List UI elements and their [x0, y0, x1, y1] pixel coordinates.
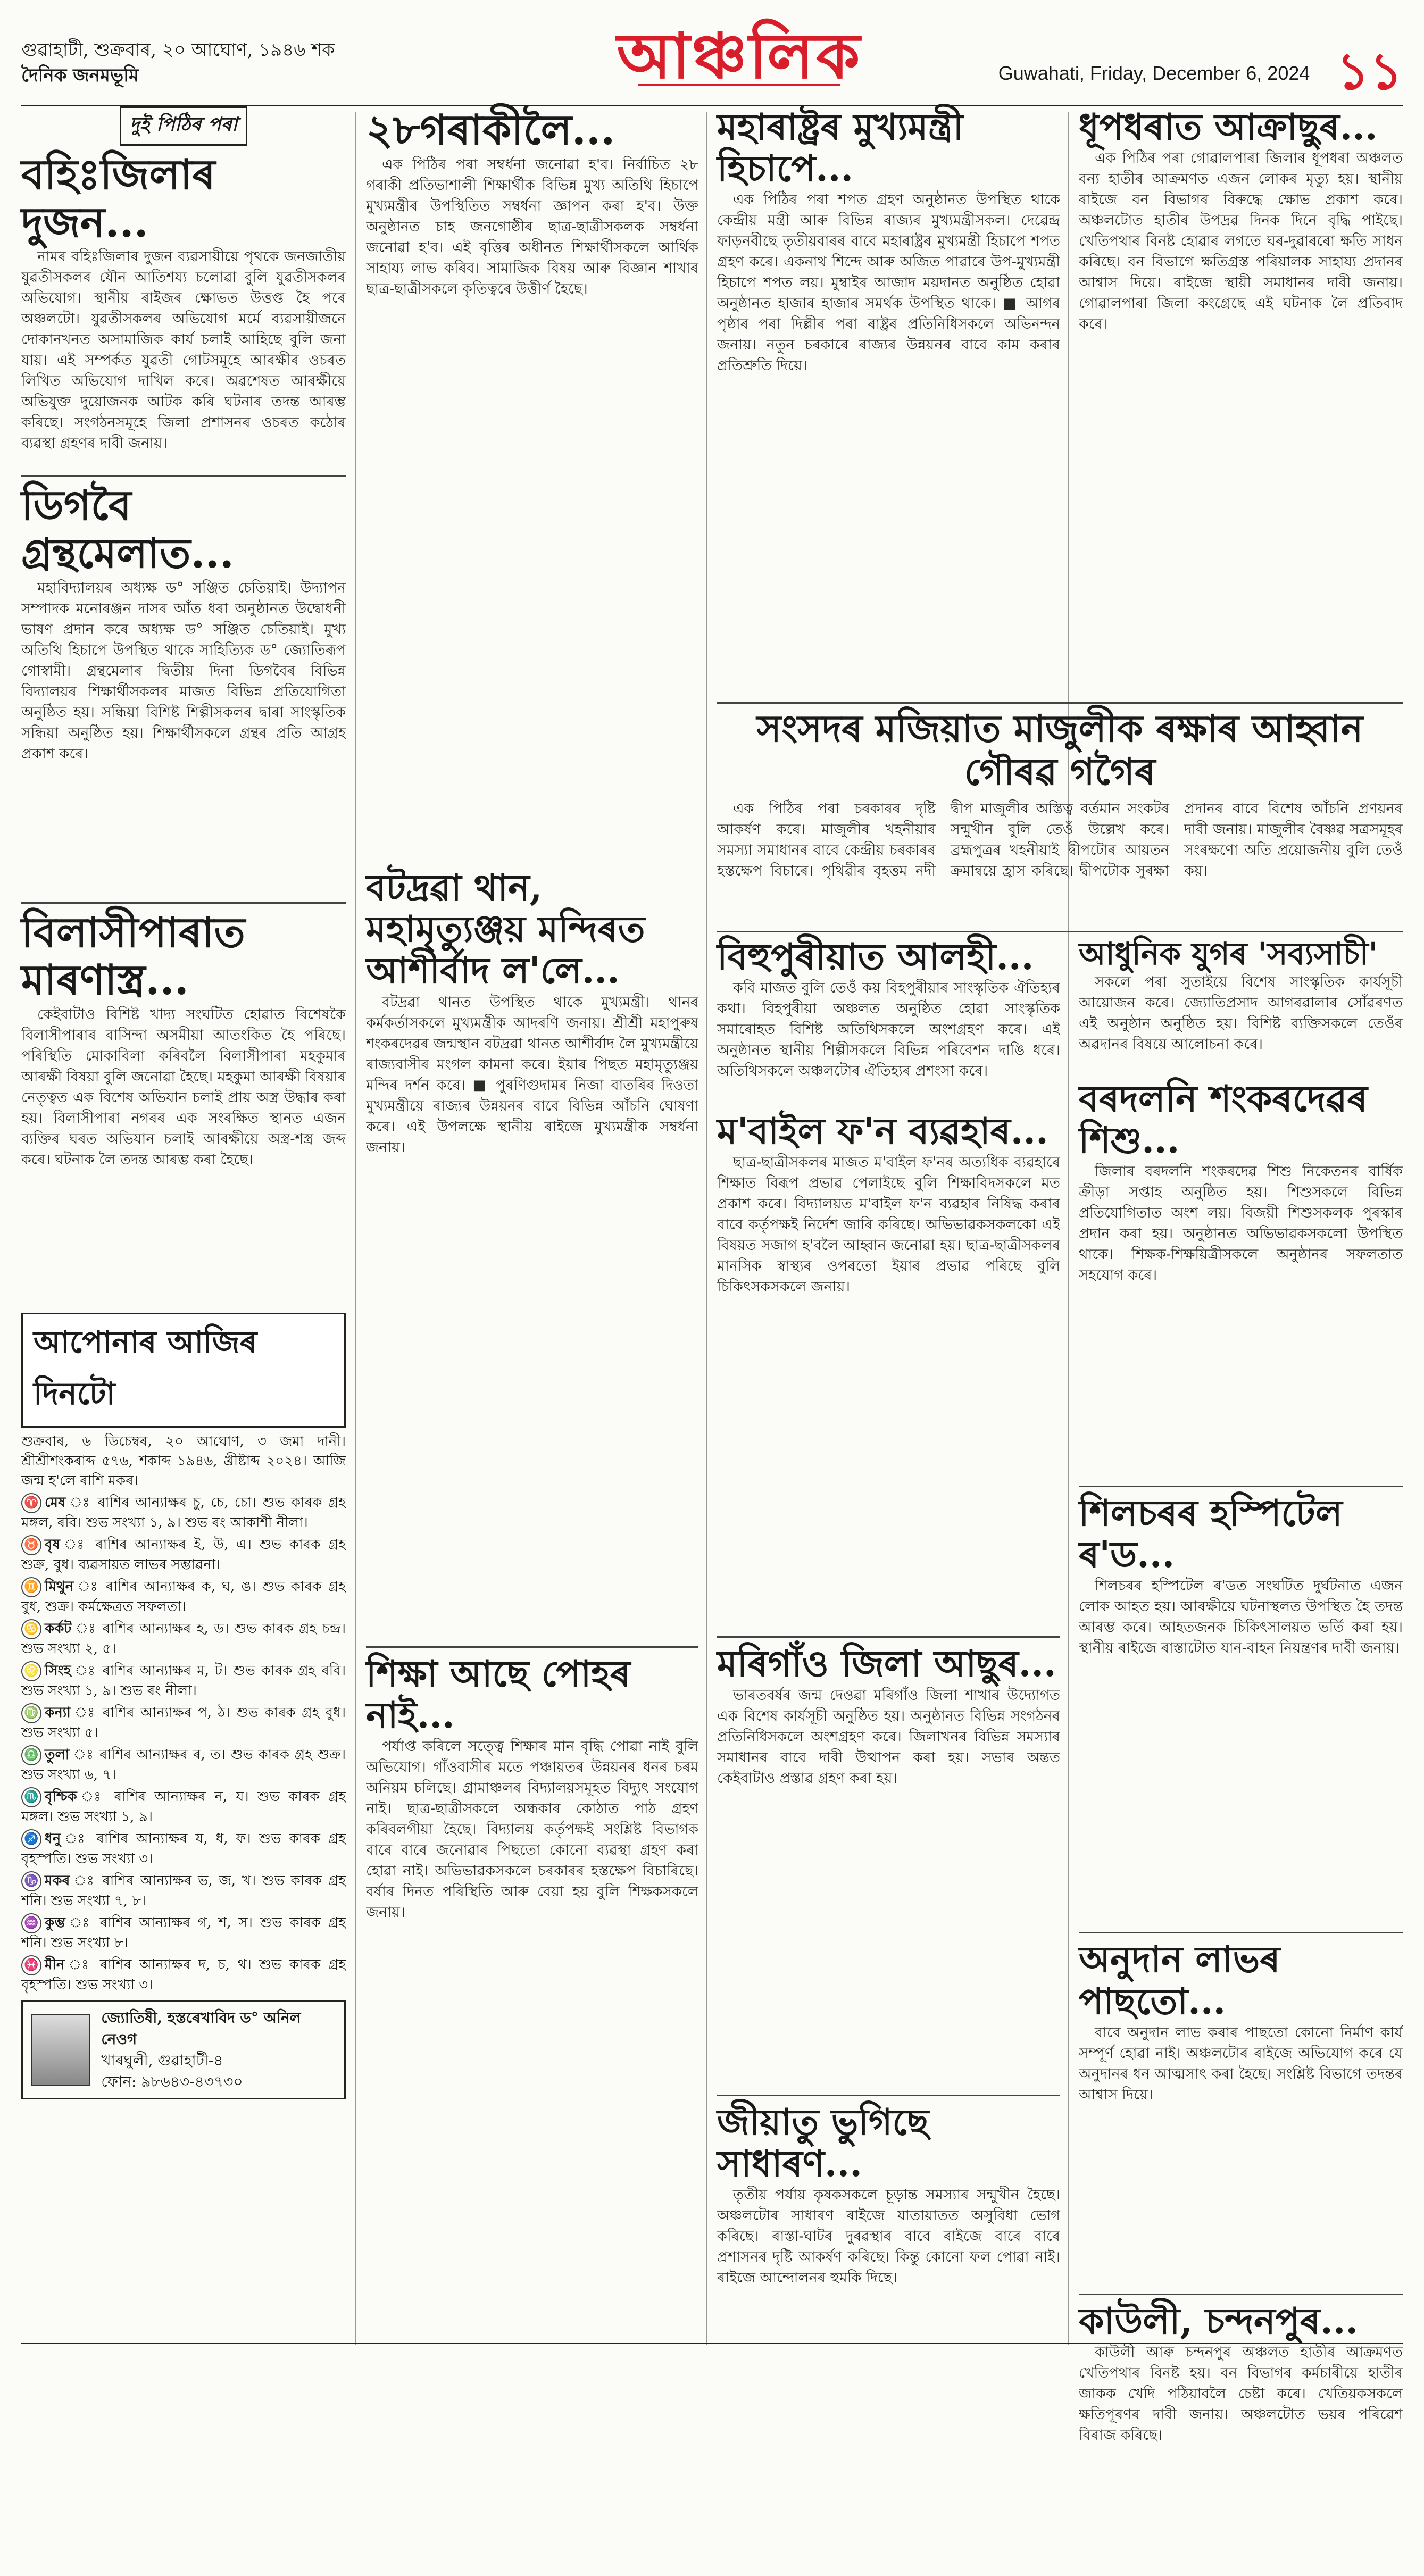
article-body: কেইবাটাও বিশিষ্ট খাদ্য সংঘটিত হোৱাত বিশেষকৈ বিলাসীপাৰাৰ বাসিন্দা অসমীয়া আতংকিত হৈ পৰিছে। পৰিস্থিতি মোকাবিলা কৰিবলৈ বিলাসীপাৰা মহকুমাৰ আৰক্ষী বিষয়া বুলি জনোৱা হৈছে। মহকুমা আৰক্ষী বিষয়াৰ নেতৃত্বত এক বিশেষ অভিযান চলাই প্ৰায় অস্ত্ৰ উদ্ধাৰ কৰা হয়। বিলাসীপাৰা নগৰৰ এক সংৰক্ষিত স্থানত এজন ব্যক্তিৰ ঘৰত অভিযান চলাই আৰক্ষীয়ে অস্ত্ৰ-শস্ত্ৰ জব্দ কৰে। ঘটনাক লৈ তদন্ত আৰম্ভ কৰা হৈছে।: [21, 1006, 346, 1169]
article: [21, 482, 346, 896]
footer-rule: [21, 2343, 1403, 2345]
article: [1079, 1493, 1403, 1927]
horoscope-sign: ♍ কন্যা ঃ ৰাশিৰ আন্যাক্ষৰ প, ঠ। শুভ কাৰক গ্ৰহ বুধ। শুভ সংখ্যা ৫।: [21, 1703, 346, 1743]
banner-top-rule: [717, 702, 1403, 704]
horoscope-sign: ♓ মীন ঃ ৰাশিৰ আন্যাক্ষৰ দ, চ, থ। শুভ কাৰক গ্ৰহ বৃহস্পতি। শুভ সংখ্যা ৩।: [21, 1955, 346, 1995]
article-divider: [717, 2095, 1060, 2096]
astrologer-box: [21, 2000, 346, 2099]
sign-text: ৰাশিৰ আন্যাক্ষৰ প, ঠ। শুভ কাৰক গ্ৰহ বুধ। শুভ সংখ্যা ৫।: [21, 1705, 346, 1741]
article-headline[interactable]: কাউলী, চন্দনপুৰ...: [1079, 2299, 1359, 2342]
column-1: [21, 106, 346, 2099]
article-body: সকলে পৰা সুতাইয়ে বিশেষ সাংস্কৃতিক কাৰ্যসূচী আয়োজন কৰে। জ্যোতিপ্ৰসাদ আগৰৱালাৰ সোঁৱৰণত এই অনুষ্ঠান অনুষ্ঠিত হয়। বিশিষ্ট ব্যক্তিসকলে তেওঁৰ অৱদানৰ বিষয়ে আলোচনা কৰে।: [1079, 973, 1403, 1053]
article-body: এক পিঠিৰ পৰা গোৱালপাৰা জিলাৰ ধূপধৰা অঞ্চলত বন্য হাতীৰ আক্ৰমণত এজন লোকৰ মৃত্যু হয়। স্থানীয় ৰাইজে বন বিভাগৰ বিৰুদ্ধে ক্ষোভ প্ৰকাশ কৰে। অঞ্চলটোত হাতীৰ উপদ্ৰৱ দিনক দিনে বৃদ্ধি পাইছে। খেতিপথাৰ বিনষ্ট হোৱাৰ লগতে ঘৰ-দুৱাৰৰো ক্ষতি সাধন কৰিছে। বন বিভাগে ক্ষতিগ্ৰস্ত পৰিয়ালক সাহায্য প্ৰদানৰ আশ্বাস দিয়ে। ৰাইজে স্থায়ী সমাধানৰ দাবী জনায়। গোৱালপাৰা জিলা কংগ্ৰেছে এই ঘটনাক লৈ প্ৰতিবাদ কৰে।: [1079, 150, 1403, 333]
article: [21, 909, 346, 1302]
column-2: [366, 106, 698, 782]
sign-name: কুম্ভ: [45, 1915, 65, 1931]
column-divider: [706, 112, 707, 2345]
article-body: জিলাৰ বৰদলনি শংকৰদেৱ শিশু নিকেতনৰ বাৰ্ষিক ক্ৰীড়া সপ্তাহ অনুষ্ঠিত হয়। শিশুসকলে বিভিন্ন প্ৰতিযোগিতাত অংশ লয়। বিজয়ী শিশুসকলক পুৰস্কাৰ প্ৰদান কৰা হয়। অনুষ্ঠানত অভিভাৱকসকলো উপস্থিত থাকে। শিক্ষক-শিক্ষয়িত্ৰীসকলে অনুষ্ঠানৰ সফলতাত সহযোগ কৰে।: [1079, 1163, 1403, 1284]
article-headline[interactable]: বিলাসীপাৰাত মাৰণাস্ত্ৰ...: [21, 908, 245, 1005]
zodiac-icon: ♋: [21, 1619, 41, 1639]
article-headline[interactable]: বটদ্ৰৱা থান, মহামৃত্যুঞ্জয় মন্দিৰত আশীৰ্বাদ ল'লে...: [366, 866, 645, 993]
sign-name: মীন: [45, 1957, 65, 1973]
sign-text: ৰাশিৰ আন্যাক্ষৰ দ, চ, থ। শুভ কাৰক গ্ৰহ বৃহস্পতি। শুভ সংখ্যা ৩।: [21, 1957, 346, 1994]
zodiac-icon: ♑: [21, 1871, 41, 1891]
horoscope-sign: ♉ বৃষ ঃ ৰাশিৰ আন্যাক্ষৰ ই, উ, এ। শুভ কাৰক গ্ৰহ শুক্ৰ, বুধ। ব্যৱসায়ত লাভৰ সম্ভাৱনা।: [21, 1535, 346, 1575]
article-headline[interactable]: বহিঃজিলাৰ দুজন...: [21, 151, 216, 247]
article: [717, 936, 1060, 1111]
article-body: কাউলী আৰু চন্দনপুৰ অঞ্চলত হাতীৰ আক্ৰমণত খেতিপথাৰ বিনষ্ট হয়। বন বিভাগৰ কৰ্মচাৰীয়ে হাতীৰ জাকক খেদি পঠিয়াবলৈ চেষ্টা কৰে। খেতিয়কসকলে ক্ষতিপূৰণৰ দাবী জনায়। অঞ্চলটোত ভয়ৰ পৰিৱেশ বিৰাজ কৰিছে।: [1079, 2344, 1403, 2444]
page-number: ১১: [1336, 43, 1403, 100]
zodiac-icon: ♊: [21, 1577, 41, 1597]
article-divider: [1079, 1486, 1403, 1487]
astrologer-phone: ফোন: ৯৮৬৪৩-৪৩৭৩০: [101, 2073, 243, 2091]
zodiac-icon: ♍: [21, 1703, 41, 1723]
dateline-assamese: গুৱাহাটী, শুক্রবাৰ, ২০ আঘোণ, ১৯৪৬ শক: [21, 39, 335, 61]
article: [717, 106, 1060, 721]
astrologer-photo: [31, 2014, 90, 2086]
banner-headline[interactable]: সংসদৰ মজিয়াত মাজুলীক ৰক্ষাৰ আহ্বান গৌৰৱ গগৈৰ: [756, 706, 1363, 794]
article-headline[interactable]: শিক্ষা আছে পোহৰ নাই...: [366, 1652, 631, 1737]
banner-bottom-rule: [717, 931, 1403, 932]
article-headline[interactable]: অনুদান লাভৰ পাছতো...: [1079, 1938, 1280, 2023]
sign-name: বৃষ: [45, 1537, 60, 1553]
zodiac-icon: ♌: [21, 1661, 41, 1681]
zodiac-icon: ♎: [21, 1745, 41, 1765]
article: [717, 1111, 1060, 1631]
article-headline[interactable]: ম'বাইল ফ'ন ব্যৱহাৰ...: [717, 1110, 1048, 1153]
sign-name: তুলা: [45, 1747, 70, 1763]
article-body: এক পিঠিৰ পৰা সম্বৰ্ধনা জনোৱা হ'ব। নিৰ্বাচিত ২৮ গৰাকী প্ৰতিভাশালী শিক্ষাৰ্থীক বিভিন্ন মুখ্য অতিথি হিচাপে মুখ্যমন্ত্ৰীৰ উপস্থিতিত সম্বৰ্ধনা জ্ঞাপন কৰা হ'ব। উক্ত অনুষ্ঠানত চাহ জনগোষ্ঠীৰ ছাত্ৰ-ছাত্ৰীসকলক সম্বৰ্ধনা জনোৱা হ'ব। এই বৃত্তিৰ অধীনত শিক্ষাৰ্থীসকলে আৰ্থিক সাহায্য লাভ কৰিব। সামাজিক বিষয় আৰু বিজ্ঞান শাখাৰ ছাত্ৰ-ছাত্ৰীসকলে কৃতিত্বৰে উত্তীৰ্ণ হৈছে।: [366, 156, 698, 297]
column-4-lower: [1079, 936, 1403, 2576]
zodiac-icon: ♒: [21, 1913, 41, 1933]
column-3-lower: [717, 936, 1060, 2461]
horoscope-title: আপোনাৰ আজিৰ দিনটো: [21, 1313, 346, 1428]
column-divider: [355, 112, 356, 2345]
article-divider: [1079, 1932, 1403, 1933]
article: [1079, 2300, 1403, 2576]
column-4: [1079, 106, 1403, 680]
article-body: শিলচৰৰ হস্পিটেল ৰ'ডত সংঘটিত দুৰ্ঘটনাত এজন লোক আহত হয়। আৰক্ষীয়ে ঘটনাস্থলত উপস্থিত হৈ তদন্ত আৰম্ভ কৰে। আহতজনক চিকিৎসালয়ত ভৰ্তি কৰা হয়। স্থানীয় ৰাইজে ৰাস্তাটোত যান-বাহন নিয়ন্ত্ৰণৰ দাবী জনায়।: [1079, 1578, 1403, 1657]
article: [1079, 936, 1403, 1078]
horoscope-sign: ♒ কুম্ভ ঃ ৰাশিৰ আন্যাক্ষৰ গ, শ, স। শুভ কাৰক গ্ৰহ শনি। শুভ সংখ্যা ৮।: [21, 1913, 346, 1953]
sign-name: মকৰ: [45, 1873, 70, 1889]
horoscope-sign: ♊ মিথুন ঃ ৰাশিৰ আন্যাক্ষৰ ক, ঘ, ঙ। শুভ কাৰক গ্ৰহ বুধ, শুক্ৰ। কৰ্মক্ষেত্ৰত সফলতা।: [21, 1577, 346, 1617]
article-headline[interactable]: বিহুপুৰীয়াত আলহী...: [717, 936, 1034, 978]
article-headline[interactable]: মৰিগাঁও জিলা আছুৰ...: [717, 1643, 1056, 1686]
article: [1079, 1939, 1403, 2288]
article-body: বাবে অনুদান লাভ কৰাৰ পাছতো কোনো নিৰ্মাণ কাৰ্য সম্পূৰ্ণ হোৱা নাই। অঞ্চলটোৰ ৰাইজে অভিযোগ কৰে যে অনুদানৰ ধন আত্মসাৎ কৰা হৈছে। সংশ্লিষ্ট বিভাগে তদন্তৰ আশ্বাস দিয়ে।: [1079, 2024, 1403, 2103]
article-body: পৰ্যাপ্ত কৰিলে সত্ত্বে শিক্ষাৰ মান বৃদ্ধি পোৱা নাই বুলি অভিযোগ। গাঁওবাসীৰ মতে পঞ্চায়তৰ উন্নয়নৰ ধনৰ চৰম অনিয়ম চলিছে। গ্ৰামাঞ্চলৰ বিদ্যালয়সমূহত বিদ্যুৎ সংযোগ নাই। ছাত্ৰ-ছাত্ৰীসকলে অন্ধকাৰ কোঠাত পাঠ গ্ৰহণ কৰিবলগীয়া হৈছে। বিদ্যালয় কৰ্তৃপক্ষই সংশ্লিষ্ট বিভাগক বাৰে বাৰে জনোৱাৰ পিছতো কোনো ব্যৱস্থা গ্ৰহণ কৰা হোৱা নাই। অভিভাৱকসকলে চৰকাৰৰ হস্তক্ষেপ বিচাৰিছে। বৰ্ষাৰ দিনত পৰিস্থিতি আৰু বেয়া হয় বুলি শিক্ষকসকলে জনায়।: [366, 1738, 698, 1921]
article-headline[interactable]: মহাৰাষ্ট্ৰৰ মুখ্যমন্ত্ৰী হিচাপে...: [717, 106, 964, 190]
article: [366, 867, 698, 1641]
article-headline[interactable]: বৰদলনি শংকৰদেৱৰ শিশু...: [1079, 1077, 1368, 1162]
article-body: তৃতীয় পৰ্যায় কৃষকসকলে চূড়ান্ত সমস্যাৰ সন্মুখীন হৈছে। অঞ্চলটোৰ সাধাৰণ ৰাইজে যাতায়াতত অসুবিধা ভোগ কৰিছে। ৰাস্তা-ঘাটৰ দুৰৱস্থাৰ বাবে ৰাইজে বাৰে বাৰে প্ৰশাসনৰ দৃষ্টি আকৰ্ষণ কৰিছে। কিন্তু কোনো ফল পোৱা নাই। ৰাইজে আন্দোলনৰ হুমকি দিছে।: [717, 2186, 1060, 2286]
article-body: নামৰ বহিঃজিলাৰ দুজন ব্যৱসায়ীয়ে পৃথকে জনজাতীয় যুৱতীসকলৰ যৌন আতিশয্য চলোৱা বুলি যুৱতীসকলৰ অভিযোগ। স্থানীয় ৰাইজৰ ক্ষোভত উত্তপ্ত হৈ পৰে অঞ্চলটো। যুৱতীসকলৰ অভিযোগ মৰ্মে ব্যৱসায়ীজনে দোকানখনত অসামাজিক কাৰ্য চলাই আহিছে বুলি জনা যায়। এই সম্পৰ্কত যুৱতী গোটসমূহে আৰক্ষীৰ ওচৰত লিখিত অভিযোগ দাখিল কৰে। অৱশেষত আৰক্ষীয়ে অভিযুক্ত দুয়োজনক আটক কৰি ঘটনাৰ তদন্ত আৰম্ভ কৰিছে। সংগঠনসমূহে জিলা প্ৰশাসনৰ ওচৰত কঠোৰ ব্যৱস্থা গ্ৰহণৰ দাবী জনায়।: [21, 248, 346, 452]
article-body: মহাবিদ্যালয়ৰ অধ্যক্ষ ড° সঞ্জিত চেতিয়াই। উদ্যাপন সম্পাদক মনোৰঞ্জন দাসৰ আঁত ধৰা অনুষ্ঠানত উদ্বোধনী ভাষণ প্ৰদান কৰে অধ্যক্ষ ড° সঞ্জিত চেতিয়াই। মুখ্য অতিথি হিচাপে উপস্থিত থাকে সাহিত্যিক ড° জ্যোতিৰূপ গোস্বামী। গ্ৰন্থমেলাৰ দ্বিতীয় দিনা ডিগবৈৰ বিভিন্ন বিদ্যালয়ৰ শিক্ষাৰ্থীসকলৰ মাজত বিভিন্ন প্ৰতিযোগিতা অনুষ্ঠিত হয়। সন্ধিয়া বিশিষ্ট শিল্পীসকলৰ দ্বাৰা সাংস্কৃতিক সন্ধিয়া অনুষ্ঠিত হয়। শিক্ষাৰ্থীসকলে গ্ৰন্থৰ প্ৰতি আগ্ৰহ প্ৰকাশ কৰে।: [21, 579, 346, 762]
article-headline[interactable]: আধুনিক যুগৰ 'সব্যসাচী': [1079, 936, 1378, 972]
horoscope-intro: শুক্ৰবাৰ, ৬ ডিচেম্বৰ, ২০ আঘোণ, ৩ জমা দানী। শ্ৰীশ্ৰীশংকৰাব্দ ৫৭৬, শকাব্দ ১৯৪৬, খ্ৰীষ্টাব্দ ২০২৪। আজি জন্ম হ'লে ৰাশি মকৰ।: [21, 1433, 346, 1489]
astrologer-name: জ্যোতিষী, হস্তৰেখাবিদ ড° অনিল নেওগ: [101, 2009, 301, 2048]
article-divider: [717, 1636, 1060, 1638]
article-body: ছাত্ৰ-ছাত্ৰীসকলৰ মাজত ম'বাইল ফ'নৰ অত্যধিক ব্যৱহাৰে শিক্ষাত বিৰূপ প্ৰভাৱ পেলাইছে বুলি শিক্ষাবিদসকলে মত প্ৰকাশ কৰে। বিদ্যালয়ত ম'বাইল ফ'ন ব্যৱহাৰ নিষিদ্ধ কৰাৰ বাবে কৰ্তৃপক্ষই নিৰ্দেশ জাৰি কৰিছে। অভিভাৱকসকলকো এই বিষয়ত সজাগ হ'বলৈ আহ্বান জনোৱা হয়। ছাত্ৰ-ছাত্ৰীসকলৰ মানসিক স্বাস্থ্যৰ ওপৰতো ইয়াৰ প্ৰভাৱ পৰিছে বুলি চিকিৎসকসকলে জনায়।: [717, 1154, 1060, 1296]
article-divider: [21, 475, 346, 477]
horoscope-sign: ♋ কৰ্কট ঃ ৰাশিৰ আন্যাক্ষৰ হ, ড। শুভ কাৰক গ্ৰহ চন্দ্ৰ। শুভ সংখ্যা ২, ৫।: [21, 1619, 346, 1659]
article: [717, 2102, 1060, 2461]
article-divider: [366, 1646, 698, 1648]
sign-text: ৰাশিৰ আন্যাক্ষৰ ম, ট। শুভ কাৰক গ্ৰহ ৰবি। শুভ সংখ্যা ১, ৯। শুভ ৰং নীলা।: [21, 1663, 346, 1699]
banner-body: এক পিঠিৰ পৰা চৰকাৰৰ দৃষ্টি আকৰ্ষণ কৰে। মাজুলীৰ খহনীয়াৰ সমস্যা সমাধানৰ বাবে কেন্দ্ৰীয় চৰকাৰৰ হস্তক্ষেপ বিচাৰে। পৃথিৱীৰ বৃহত্তম নদী দ্বীপ মাজুলীৰ অস্তিত্ব বৰ্তমান সংকটৰ সন্মুখীন বুলি তেওঁ উল্লেখ কৰে। ব্ৰহ্মপুত্ৰৰ খহনীয়াই দ্বীপটোৰ আয়তন ক্ৰমান্বয়ে হ্ৰাস কৰিছে। দ্বীপটোক সুৰক্ষা প্ৰদানৰ বাবে বিশেষ আঁচনি প্ৰণয়নৰ দাবী জনায়। মাজুলীৰ বৈষ্ণৱ সত্ৰসমূহৰ সংৰক্ষণো অতি প্ৰয়োজনীয় বুলি তেওঁ কয়।: [717, 801, 1403, 879]
sign-text: ৰাশিৰ আন্যাক্ষৰ ৰ, ত। শুভ কাৰক গ্ৰহ শুক্ৰ। শুভ সংখ্যা ৬, ৭।: [21, 1747, 346, 1783]
zodiac-icon: ♈: [21, 1493, 41, 1513]
article: [1079, 106, 1403, 680]
sign-text: ৰাশিৰ আন্যাক্ষৰ ন, য। শুভ কাৰক গ্ৰহ মঙ্গল। শুভ সংখ্যা ১, ৯।: [21, 1789, 346, 1825]
section-title-text: আঞ্চলিক: [617, 19, 862, 93]
article-headline[interactable]: জীয়াতু ভুগিছে সাধাৰণ...: [717, 2100, 929, 2185]
section-title-swash: [638, 84, 840, 91]
article-body: বটদ্ৰৱা থানত উপস্থিত থাকে মুখ্যমন্ত্ৰী। থানৰ কৰ্মকৰ্তাসকলে মুখ্যমন্ত্ৰীক আদৰণি জনায়। শ্ৰীশ্ৰী মহাপুৰুষ শংকৰদেৱৰ জন্মস্থান বটদ্ৰৱা থানত আশীৰ্বাদ লৈ মুখ্যমন্ত্ৰীয়ে ৰাজ্যবাসীৰ মংগল কামনা কৰে। ইয়াৰ পিছত মহামৃত্যুঞ্জয় মন্দিৰ দৰ্শন কৰে। ■ পুৰণিগুদামৰ নিজা বাতৰিৰ দিওতা মুখ্যমন্ত্ৰীয়ে ৰাজ্যৰ উন্নয়নৰ বাবে বিভিন্ন আঁচনি ঘোষণা কৰে। এই উপলক্ষে স্থানীয় ৰাইজে মুখ্যমন্ত্ৰীক সম্বৰ্ধনা জনায়।: [366, 994, 698, 1156]
horoscope-signs: [21, 1493, 346, 1995]
paper-name: দৈনিক জনমভূমি: [21, 65, 139, 86]
sign-text: ৰাশিৰ আন্যাক্ষৰ চু, চে, চো। শুভ কাৰক গ্ৰহ মঙ্গল, ৰবি। শুভ সংখ্যা ১, ৯। শুভ ৰং আকাশী নীলা।: [21, 1495, 346, 1531]
column-divider: [1068, 112, 1069, 2345]
article-body: কবি মাজত বুলি তেওঁ কয় বিহপুৰীয়াৰ সাংস্কৃতিক ঐতিহ্যৰ কথা। বিহপুৰীয়া অঞ্চলত অনুষ্ঠিত হোৱা সাংস্কৃতিক সমাৰোহত বিশিষ্ট অতিথিসকলে অংশগ্ৰহণ কৰে। এই অনুষ্ঠানত স্থানীয় শিল্পীসকলে বিভিন্ন পৰিবেশন দাঙি ধৰে। অতিথিসকলে অঞ্চলটোৰ ঐতিহ্যৰ প্ৰশংসা কৰে।: [717, 980, 1060, 1080]
horoscope-sign: ♑ মকৰ ঃ ৰাশিৰ আন্যাক্ষৰ ভ, জ, খ। শুভ কাৰক গ্ৰহ শনি। শুভ সংখ্যা ৭, ৮।: [21, 1871, 346, 1911]
horoscope-sign: ♌ সিংহ ঃ ৰাশিৰ আন্যাক্ষৰ ম, ট। শুভ কাৰক গ্ৰহ ৰবি। শুভ সংখ্যা ১, ৯। শুভ ৰং নীলা।: [21, 1661, 346, 1701]
sign-text: ৰাশিৰ আন্যাক্ষৰ ই, উ, এ। শুভ কাৰক গ্ৰহ শুক্ৰ, বুধ। ব্যৱসায়ত লাভৰ সম্ভাৱনা।: [21, 1537, 346, 1573]
masthead-left: [21, 37, 335, 88]
article: [366, 106, 698, 782]
article-body: ভাৰতবৰ্ষৰ জন্ম দেওৱা মৰিগাঁও জিলা শাখাৰ উদ্যোগত এক বিশেষ কাৰ্যসূচী অনুষ্ঠিত হয়। অনুষ্ঠানত বিভিন্ন সংগঠনৰ প্ৰতিনিধিসকলে অংশগ্ৰহণ কৰে। জিলাখনৰ বিভিন্ন সমস্যাৰ সমাধানৰ বাবে দাবী উত্থাপন কৰা হয়। সভাৰ অন্তত কেইবাটাও প্ৰস্তাৱ গ্ৰহণ কৰা হয়।: [717, 1687, 1060, 1787]
horoscope-sign: ♎ তুলা ঃ ৰাশিৰ আন্যাক্ষৰ ৰ, ত। শুভ কাৰক গ্ৰহ শুক্ৰ। শুভ সংখ্যা ৬, ৭।: [21, 1745, 346, 1785]
article: [21, 151, 346, 470]
horoscope-sign: ♐ ধনু ঃ ৰাশিৰ আন্যাক্ষৰ য, ধ, ফ। শুভ কাৰক গ্ৰহ বৃহস্পতি। শুভ সংখ্যা ৩।: [21, 1829, 346, 1869]
column-2-lower: [366, 867, 698, 2374]
sign-name: বৃশ্চিক: [45, 1789, 77, 1805]
sign-text: ৰাশিৰ আন্যাক্ষৰ গ, শ, স। শুভ কাৰক গ্ৰহ শনি। শুভ সংখ্যা ৮।: [21, 1915, 346, 1952]
article-headline[interactable]: ধূপধৰাত আক্ৰাছুৰ...: [1079, 106, 1378, 148]
article: [1079, 1078, 1403, 1480]
sign-text: ৰাশিৰ আন্যাক্ষৰ ক, ঘ, ঙ। শুভ কাৰক গ্ৰহ বুধ, শুক্ৰ। কৰ্মক্ষেত্ৰত সফলতা।: [21, 1579, 346, 1615]
sign-text: ৰাশিৰ আন্যাক্ষৰ য, ধ, ফ। শুভ কাৰক গ্ৰহ বৃহস্পতি। শুভ সংখ্যা ৩।: [21, 1831, 346, 1868]
article: [717, 1643, 1060, 2089]
zodiac-icon: ♐: [21, 1829, 41, 1849]
sign-name: ধনু: [45, 1831, 61, 1847]
zodiac-icon: ♓: [21, 1955, 41, 1975]
zodiac-icon: ♏: [21, 1787, 41, 1807]
sign-text: ৰাশিৰ আন্যাক্ষৰ ভ, জ, খ। শুভ কাৰক গ্ৰহ শনি। শুভ সংখ্যা ৭, ৮।: [21, 1873, 346, 1910]
column-3: [717, 106, 1060, 721]
sign-text: ৰাশিৰ আন্যাক্ষৰ হ, ড। শুভ কাৰক গ্ৰহ চন্দ্ৰ। শুভ সংখ্যা ২, ৫।: [21, 1621, 346, 1657]
horoscope-sign: ♈ মেষ ঃ ৰাশিৰ আন্যাক্ষৰ চু, চে, চো। শুভ কাৰক গ্ৰহ মঙ্গল, ৰবি। শুভ সংখ্যা ১, ৯। শুভ ৰং আকাশী নীলা।: [21, 1493, 346, 1533]
zodiac-icon: ♉: [21, 1535, 41, 1555]
horoscope-sign: ♏ বৃশ্চিক ঃ ৰাশিৰ আন্যাক্ষৰ ন, য। শুভ কাৰক গ্ৰহ মঙ্গল। শুভ সংখ্যা ১, ৯।: [21, 1787, 346, 1827]
continued-tag: দুই পিঠিৰ পৰা: [120, 106, 247, 146]
masthead: [21, 21, 1403, 101]
sign-name: মেষ: [45, 1495, 66, 1511]
astrologer-address: খাৰঘুলী, গুৱাহাটী-৪: [101, 2052, 223, 2070]
sign-name: কন্যা: [45, 1705, 71, 1721]
sign-name: কৰ্কট: [45, 1621, 72, 1637]
article-divider: [1079, 2294, 1403, 2295]
article-headline[interactable]: শিলচৰৰ হস্পিটেল ৰ'ড...: [1079, 1492, 1343, 1577]
section-title: [580, 19, 899, 93]
article-divider: [21, 902, 346, 904]
article: [366, 1653, 698, 2374]
article-body: এক পিঠিৰ পৰা শপত গ্ৰহণ অনুষ্ঠানত উপস্থিত থাকে কেন্দ্ৰীয় মন্ত্ৰী আৰু বিভিন্ন ৰাজ্যৰ মুখ্যমন্ত্ৰীসকল। দেৱেন্দ্ৰ ফাড়নবীছে তৃতীয়বাৰৰ বাবে মহাৰাষ্ট্ৰৰ মুখ্যমন্ত্ৰী হিচাপে শপত গ্ৰহণ কৰে। একনাথ শিন্দে আৰু অজিত পাৱাৰে উপ-মুখ্যমন্ত্ৰী হিচাপে শপত লয়। মুম্বাইৰ আজাদ ময়দানত অনুষ্ঠিত হোৱা অনুষ্ঠানত হাজাৰ হাজাৰ সমৰ্থক উপস্থিত থাকে। ■ আগৰ পৃষ্ঠাৰ পৰা দিল্লীৰ পৰা ৰাষ্ট্ৰৰ প্ৰতিনিধিসকলে অভিনন্দন জনায়। নতুন চৰকাৰে ৰাজ্যৰ উন্নয়নৰ বাবে কাম কৰাৰ প্ৰতিশ্ৰুতি দিয়ে।: [717, 191, 1060, 374]
dateline-english: Guwahati, Friday, December 6, 2024: [998, 62, 1310, 85]
horoscope-box: [21, 1313, 346, 2099]
article-headline[interactable]: ডিগবৈ গ্ৰন্থমেলাত...: [21, 481, 234, 578]
sign-name: সিংহ: [45, 1663, 71, 1679]
article-headline[interactable]: ২৮গৰাকীলৈ...: [366, 106, 615, 154]
sign-name: মিথুন: [45, 1579, 74, 1595]
